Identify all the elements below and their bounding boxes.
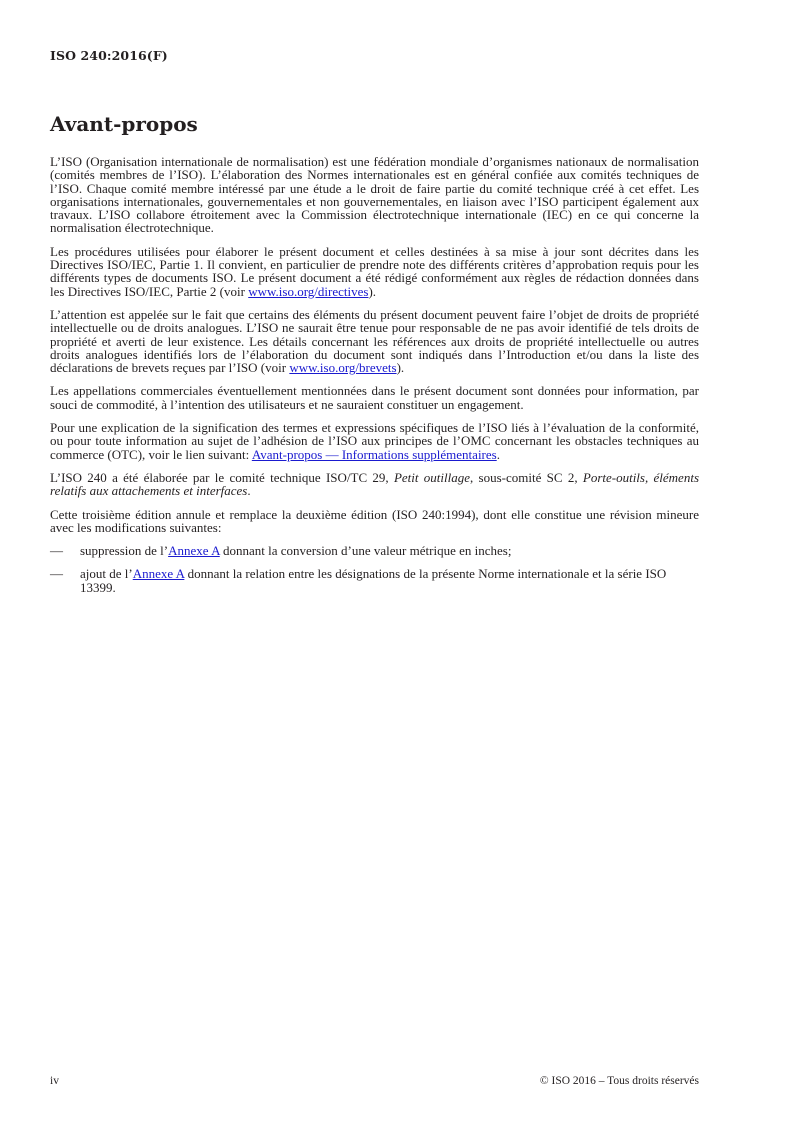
committee-text-b: , sous-comité SC 2, <box>470 469 583 485</box>
committee-text-a: L’ISO 240 a été élaborée par le comité technique ISO/TC 29, <box>50 469 394 485</box>
document-id-header: ISO 240:2016(F) <box>50 48 168 63</box>
page-title: Avant-propos <box>50 112 198 136</box>
paragraph-patents <box>50 308 699 374</box>
list-item-text <box>80 567 699 594</box>
paragraph-conformity-end: . <box>496 446 500 462</box>
annex-a-link[interactable]: Annexe A <box>168 543 220 559</box>
committee-text-c: . <box>247 483 251 499</box>
committee-name: Petit outillage <box>393 469 470 485</box>
annex-a-link[interactable]: Annexe A <box>132 566 185 582</box>
changes-list <box>50 544 699 594</box>
list-item-after: donnant la relation entre les désignations de la présente Norme internationale et la série ISO 13399. <box>80 566 667 595</box>
list-item-before: ajout de l’ <box>80 566 133 582</box>
supplementary-info-link[interactable]: Avant-propos — Informations supplémentaires <box>251 446 497 462</box>
list-item <box>50 567 699 594</box>
foreword-body <box>50 155 699 604</box>
paragraph-iso-intro: L’ISO (Organisation internationale de normalisation) est une fédération mondiale d’organismes nationaux de normalisation (comités membres de l’ISO). L’élaboration des Normes internationales est en général confiée aux comités techniques de l’ISO. Chaque comité membre intéressé par une étude a le droit de faire partie du comité technique créé à cet effet. Les organisations internationales, gouvernementales et non gouvernementales, en liaison avec l’ISO participent également aux travaux. L’ISO collabore étroitement avec la Commission électrotechnique internationale (IEC) en ce qui concerne la normalisation électrotechnique. <box>50 154 699 236</box>
paragraph-trade-names: Les appellations commerciales éventuellement mentionnées dans le présent document sont données pour information, par souci de commodité, à l’intention des utilisateurs et ne sauraient constituer un engagement. <box>50 383 699 412</box>
paragraph-procedures-text: Les procédures utilisées pour élaborer le présent document et celles destinées à sa mise à jour sont décrites dans les Directives ISO/IEC, Partie 1. Il convient, en particulier de prendre note des différents critères d’approbation requis pour les différents types de documents ISO. Le présent document a été rédigé conformément aux règles de rédaction données dans les Directives ISO/IEC, Partie 2 (voir <box>50 243 699 299</box>
list-item-before: suppression de l’ <box>80 543 169 559</box>
paragraph-conformity-text: Pour une explication de la signification des termes et expressions spécifiques de l’ISO liés à l’évaluation de la conformité, ou pour toute information au sujet de l’adhésion de l’ISO aux principes de l’OMC concernant les obstacles techniques au commerce (OTC), voir le lien suivant: <box>50 420 699 462</box>
list-item <box>50 544 699 557</box>
paragraph-edition: Cette troisième édition annule et remplace la deuxième édition (ISO 240:1994), dont elle constitue une révision mineure avec les modifications suivantes: <box>50 506 699 535</box>
list-dash: — <box>50 543 63 559</box>
paragraph-procedures <box>50 245 699 298</box>
paragraph-procedures-end: ). <box>368 283 377 299</box>
list-dash: — <box>50 566 63 582</box>
copyright-notice: © ISO 2016 – Tous droits réservés <box>539 1075 699 1087</box>
paragraph-patents-text: L’attention est appelée sur le fait que certains des éléments du présent document peuvent faire l’objet de droits de propriété intellectuelle ou de droits analogues. L’ISO ne saurait être tenue pour responsable de ne pas avoir identifié de tels droits de propriété et averti de leur existence. Les détails concernant les références aux droits de propriété intellectuelle ou autres droits analogues identifiés lors de l’élaboration du document sont indiqués dans l’Introduction et/ou dans la liste des déclarations de brevets reçues par l’ISO (voir <box>50 306 699 376</box>
paragraph-conformity <box>50 421 699 461</box>
paragraph-patents-end: ). <box>396 360 405 376</box>
list-item-after: donnant la conversion d’une valeur métrique en inches; <box>219 543 512 559</box>
list-item-text <box>80 544 699 557</box>
directives-link[interactable]: www.iso.org/directives <box>248 283 369 299</box>
page-number: iv <box>50 1075 59 1087</box>
paragraph-committee <box>50 471 699 498</box>
patents-link[interactable]: www.iso.org/brevets <box>289 360 397 376</box>
subcommittee-name: Porte-outils, éléments relatifs aux attachements et interfaces <box>50 469 699 499</box>
